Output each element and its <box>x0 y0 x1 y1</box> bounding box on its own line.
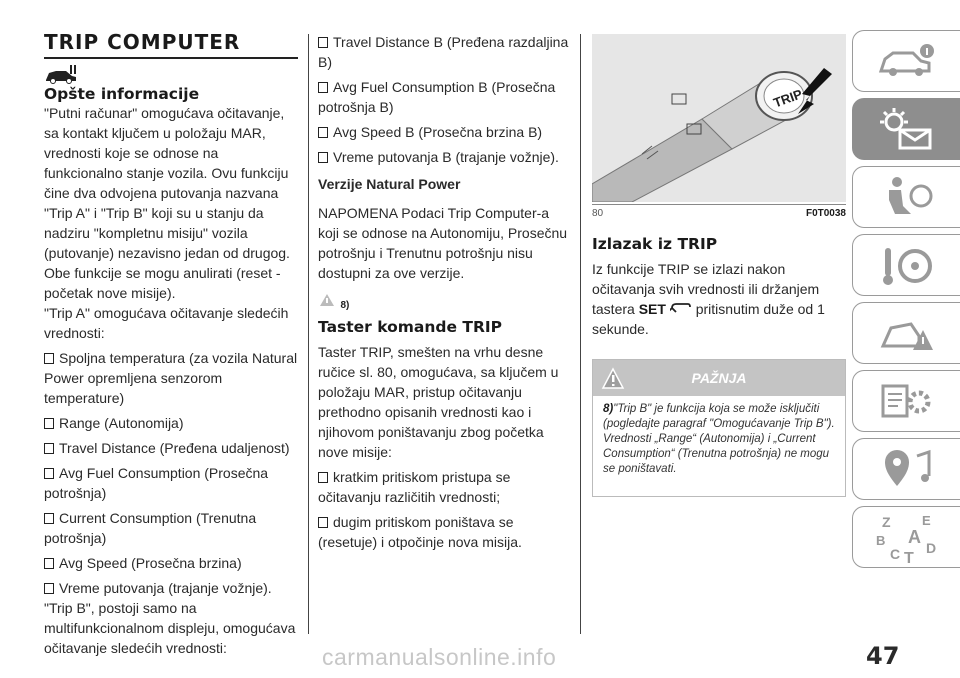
chapter-tabs <box>852 30 960 574</box>
checkbox-bullet-icon <box>318 472 328 483</box>
breakdown-triangle-icon <box>877 310 937 356</box>
list-item: Spoljna temperatura (za vozila Natural Power opremljena senzorom temperature) <box>44 350 298 406</box>
checkbox-bullet-icon <box>44 558 54 569</box>
figure-caption <box>592 204 846 219</box>
checkbox-bullet-icon <box>44 418 54 429</box>
list-item: dugim pritiskom poništava se (resetuje) i otpočinje nova misija. <box>318 514 522 550</box>
tab-maintenance[interactable] <box>852 370 960 432</box>
svg-text:Z: Z <box>881 514 891 530</box>
checkbox-bullet-icon <box>318 517 328 528</box>
list-item: Avg Speed (Prosečna brzina) <box>44 553 298 573</box>
trip-a-intro: "Trip A" omogućava očitavanje sledećih vrednosti: <box>44 305 289 341</box>
warning-hand-icon <box>318 292 336 308</box>
list-item: Avg Fuel Consumption B (Prosečna potrošnja B) <box>318 79 556 115</box>
intro-paragraph: "Putni računar" omogućava očitavanje, sa kontakt ključem u položaju MAR, vrednosti koje se odnose na funkcionalno stanje vozila. Ovu funkciju čine dva odvojena putovanja nazvana "Trip A" i "Trip B" koji su u stanju da nadziru "kompletnu misiju" vozila (putovanje) nezavisno jedan od drugog. Obe funkcije se mogu anulirati (reset - početak nove misije). <box>44 105 290 301</box>
column-divider-2 <box>580 34 581 634</box>
svg-text:A: A <box>907 527 921 547</box>
column-divider-1 <box>308 34 309 634</box>
list-item: Range (Autonomija) <box>44 413 298 433</box>
warning-lights-message-icon <box>872 106 942 152</box>
list-item: Travel Distance B (Pređena razdaljina B) <box>318 34 569 70</box>
exit-paragraph: Iz funkcije TRIP se izlazi nakon očitavanja svih vrednosti ili držanjem tastera SET pritisnutim duže od 1 sekunde. <box>592 261 825 337</box>
warning-text: 8)"Trip B" je funkcija koja se može isključiti (pogledajte paragraf "Omogućavanje Trip B"). Vrednosti „Range“ (Autonomija) i „Current Consumption“ (Trenutna potrošnja) ne mogu se poništavati. <box>603 403 835 475</box>
figure-trip-stalk <box>592 34 846 202</box>
safety-seat-airbag-icon <box>877 174 937 220</box>
checkbox-bullet-icon <box>318 82 328 93</box>
checkbox-bullet-icon <box>44 468 54 479</box>
stalk-trip-label: TRIP <box>771 86 805 111</box>
list-item: Avg Speed B (Prosečna brzina B) <box>318 122 570 142</box>
checkbox-bullet-icon <box>318 127 328 138</box>
svg-text:T: T <box>903 550 914 563</box>
section-heading-exit: Izlazak iz TRIP <box>592 235 718 253</box>
svg-text:B: B <box>875 533 885 548</box>
tab-index[interactable] <box>852 506 960 568</box>
checkbox-bullet-icon <box>44 513 54 524</box>
list-item: Current Consumption (Trenutna potrošnja) <box>44 510 257 546</box>
figure-code: F0T0038 <box>805 208 846 219</box>
checkbox-bullet-icon <box>318 152 328 163</box>
column-1 <box>44 30 298 658</box>
tab-starting-driving[interactable] <box>852 234 960 296</box>
car-info-icon <box>877 41 937 81</box>
column-3 <box>592 34 846 497</box>
section-heading-trip-button: Taster komande TRIP <box>318 318 503 336</box>
list-item: Travel Distance (Pređena udaljenost) <box>44 438 298 458</box>
maintenance-service-icon <box>877 378 937 424</box>
tab-multimedia[interactable] <box>852 438 960 500</box>
set-return-arrow-icon <box>670 302 692 314</box>
checkbox-bullet-icon <box>44 583 54 594</box>
section-heading-general: Opšte informacije <box>44 85 200 103</box>
page-title: TRIP COMPUTER <box>44 30 298 59</box>
svg-text:D: D <box>925 540 936 556</box>
checkbox-bullet-icon <box>44 443 54 454</box>
svg-text:E: E <box>921 513 931 528</box>
figure-number: 80 <box>592 208 604 219</box>
tab-warning-lights[interactable] <box>852 98 960 160</box>
tab-car-info[interactable] <box>852 30 960 92</box>
page-number: 47 <box>866 642 900 670</box>
list-item: Avg Fuel Consumption (Prosečna potrošnja) <box>44 465 269 501</box>
checkbox-bullet-icon <box>44 353 54 364</box>
svg-text:C: C <box>889 546 900 562</box>
trip-button-paragraph: Taster TRIP, smešten na vrhu desne ručice sl. 80, omogućava, sa ključem u položaju MAR, pristup očitavanju prethodno opisanih vrednosti kao i njihovom poništavanju zbog početka nove misije: <box>318 344 559 460</box>
tab-emergency[interactable] <box>852 302 960 364</box>
checkbox-bullet-icon <box>318 37 328 48</box>
watermark: carmanualsonline.info <box>322 644 557 670</box>
natural-power-heading: Verzije Natural Power <box>318 176 461 192</box>
multimedia-navigation-icon <box>877 446 937 492</box>
list-item: Vreme putovanja B (trajanje vožnje). <box>318 147 570 167</box>
lhd-rhd-car-icon <box>44 63 298 85</box>
index-alphabet-icon <box>872 511 942 563</box>
column-2 <box>318 32 570 552</box>
warning-hand-icon <box>601 366 625 390</box>
warning-reference: 8) <box>318 292 570 312</box>
tab-safety[interactable] <box>852 166 960 228</box>
natural-power-note: NAPOMENA Podaci Trip Computer-a koji se odnose na Autonomiju, Prosečnu potrošnju i Trenutnu potrošnju nisu dostupni za ove verzije. <box>318 205 568 281</box>
list-item: kratkim pritiskom pristupa se očitavanju različitih vrednosti; <box>318 469 511 505</box>
warning-header: PAŽNJA <box>593 360 845 396</box>
trip-b-intro: "Trip B", postoji samo na multifunkcionalnom displeju, omogućava očitavanje sledećih vrednosti: <box>44 600 296 656</box>
key-steering-wheel-icon <box>877 242 937 288</box>
list-item: Vreme putovanja (trajanje vožnje). <box>44 578 298 598</box>
warning-box <box>592 359 846 497</box>
